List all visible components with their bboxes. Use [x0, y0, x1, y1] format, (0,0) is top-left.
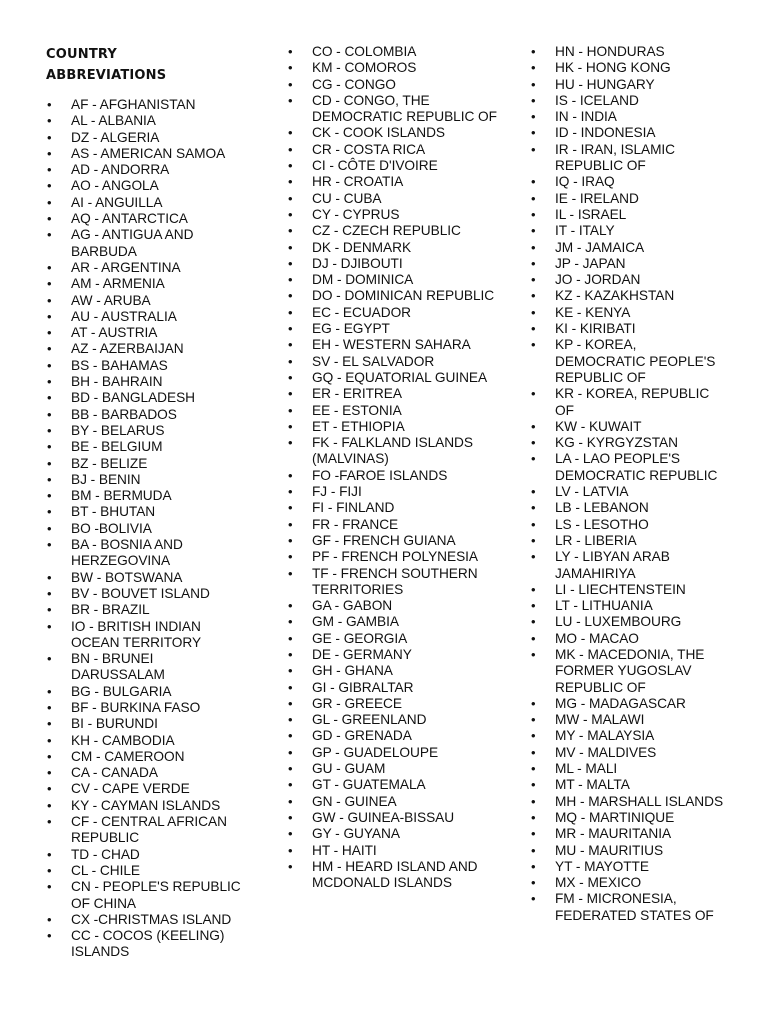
list-item: • HN - HONDURAS — [530, 44, 730, 60]
list-item: • CO - COLOMBIA — [287, 44, 497, 60]
list-item: • GD - GRENADA — [287, 728, 497, 744]
list-item: • AR - ARGENTINA — [46, 260, 246, 276]
list-item: • MH - MARSHALL ISLANDS — [530, 794, 730, 810]
list-item: • AG - ANTIGUA AND BARBUDA — [46, 227, 246, 260]
list-item: • BS - BAHAMAS — [46, 358, 246, 374]
list-item: • EH - WESTERN SAHARA — [287, 337, 497, 353]
list-item: • TD - CHAD — [46, 847, 246, 863]
list-item: • BA - BOSNIA AND HERZEGOVINA — [46, 537, 246, 570]
list-item: • GH - GHANA — [287, 663, 497, 679]
list-item: • IR - IRAN, ISLAMIC REPUBLIC OF — [530, 142, 730, 175]
list-item: • GP - GUADELOUPE — [287, 745, 497, 761]
list-item: • DE - GERMANY — [287, 647, 497, 663]
list-item: • BY - BELARUS — [46, 423, 246, 439]
list-item: • HK - HONG KONG — [530, 60, 730, 76]
list-item: • FO -FAROE ISLANDS — [287, 468, 497, 484]
list-item: • EG - EGYPT — [287, 321, 497, 337]
list-item: • MX - MEXICO — [530, 875, 730, 891]
list-item: • KI - KIRIBATI — [530, 321, 730, 337]
list-item: • KH - CAMBODIA — [46, 733, 246, 749]
country-list-3 — [530, 44, 730, 924]
list-item: • DZ - ALGERIA — [46, 130, 246, 146]
list-item: • CK - COOK ISLANDS — [287, 125, 497, 141]
list-item: • KP - KOREA, DEMOCRATIC PEOPLE'S REPUBLIC OF — [530, 337, 730, 386]
list-item: • GQ - EQUATORIAL GUINEA — [287, 370, 497, 386]
list-item: • JP - JAPAN — [530, 256, 730, 272]
list-item: • FK - FALKLAND ISLANDS (MALVINAS) — [287, 435, 497, 468]
list-item: • BO -BOLIVIA — [46, 521, 246, 537]
list-item: • YT - MAYOTTE — [530, 859, 730, 875]
list-item: • IO - BRITISH INDIAN OCEAN TERRITORY — [46, 619, 246, 652]
list-item: • LI - LIECHTENSTEIN — [530, 582, 730, 598]
list-item: • CD - CONGO, THE DEMOCRATIC REPUBLIC OF — [287, 93, 497, 126]
list-item: • GN - GUINEA — [287, 794, 497, 810]
list-item: • BM - BERMUDA — [46, 488, 246, 504]
list-item: • IL - ISRAEL — [530, 207, 730, 223]
list-item: • AW - ARUBA — [46, 293, 246, 309]
list-item: • CR - COSTA RICA — [287, 142, 497, 158]
list-item: • CA - CANADA — [46, 765, 246, 781]
list-item: • EC - ECUADOR — [287, 305, 497, 321]
list-item: • MK - MACEDONIA, THE FORMER YUGOSLAV REPUBLIC OF — [530, 647, 730, 696]
list-item: • BH - BAHRAIN — [46, 374, 246, 390]
list-item: • BV - BOUVET ISLAND — [46, 586, 246, 602]
list-item: • AQ - ANTARCTICA — [46, 211, 246, 227]
list-item: • MO - MACAO — [530, 631, 730, 647]
column-1 — [46, 44, 246, 961]
list-item: • MU - MAURITIUS — [530, 843, 730, 859]
list-item: • GR - GREECE — [287, 696, 497, 712]
list-item: • MG - MADAGASCAR — [530, 696, 730, 712]
list-item: • BF - BURKINA FASO — [46, 700, 246, 716]
list-item: • GY - GUYANA — [287, 826, 497, 842]
list-item: • AZ - AZERBAIJAN — [46, 341, 246, 357]
list-item: • IT - ITALY — [530, 223, 730, 239]
list-item: • AF - AFGHANISTAN — [46, 97, 246, 113]
list-item: • AS - AMERICAN SAMOA — [46, 146, 246, 162]
list-item: • AT - AUSTRIA — [46, 325, 246, 341]
list-item: • GW - GUINEA-BISSAU — [287, 810, 497, 826]
list-item: • GM - GAMBIA — [287, 614, 497, 630]
list-item: • BE - BELGIUM — [46, 439, 246, 455]
list-item: • LT - LITHUANIA — [530, 598, 730, 614]
list-item: • ET - ETHIOPIA — [287, 419, 497, 435]
list-item: • AL - ALBANIA — [46, 113, 246, 129]
list-item: • CC - COCOS (KEELING) ISLANDS — [46, 928, 246, 961]
list-item: • LB - LEBANON — [530, 500, 730, 516]
list-item: • CU - CUBA — [287, 191, 497, 207]
list-item: • AO - ANGOLA — [46, 178, 246, 194]
list-item: • IN - INDIA — [530, 109, 730, 125]
list-item: • BJ - BENIN — [46, 472, 246, 488]
country-list-2 — [287, 44, 497, 891]
list-item: • LA - LAO PEOPLE'S DEMOCRATIC REPUBLIC — [530, 451, 730, 484]
list-item: • BD - BANGLADESH — [46, 390, 246, 406]
list-item: • LR - LIBERIA — [530, 533, 730, 549]
list-item: • FJ - FIJI — [287, 484, 497, 500]
list-item: • KY - CAYMAN ISLANDS — [46, 798, 246, 814]
list-item: • AD - ANDORRA — [46, 162, 246, 178]
list-item: • FI - FINLAND — [287, 500, 497, 516]
list-item: • CF - CENTRAL AFRICAN REPUBLIC — [46, 814, 246, 847]
list-item: • EE - ESTONIA — [287, 403, 497, 419]
list-item: • GA - GABON — [287, 598, 497, 614]
list-item: • IE - IRELAND — [530, 191, 730, 207]
list-item: • GU - GUAM — [287, 761, 497, 777]
list-item: • BW - BOTSWANA — [46, 570, 246, 586]
list-item: • BZ - BELIZE — [46, 456, 246, 472]
list-item: • MW - MALAWI — [530, 712, 730, 728]
list-item: • CG - CONGO — [287, 77, 497, 93]
country-list-1 — [46, 97, 246, 961]
list-item: • HU - HUNGARY — [530, 77, 730, 93]
list-item: • KZ - KAZAKHSTAN — [530, 288, 730, 304]
list-item: • JO - JORDAN — [530, 272, 730, 288]
list-item: • ML - MALI — [530, 761, 730, 777]
list-item: • CM - CAMEROON — [46, 749, 246, 765]
list-item: • CI - CÔTE D'IVOIRE — [287, 158, 497, 174]
list-item: • CZ - CZECH REPUBLIC — [287, 223, 497, 239]
list-item: • KE - KENYA — [530, 305, 730, 321]
list-item: • KM - COMOROS — [287, 60, 497, 76]
list-item: • DM - DOMINICA — [287, 272, 497, 288]
list-item: • MR - MAURITANIA — [530, 826, 730, 842]
list-item: • FR - FRANCE — [287, 517, 497, 533]
list-item: • AM - ARMENIA — [46, 276, 246, 292]
list-item: • DO - DOMINICAN REPUBLIC — [287, 288, 497, 304]
list-item: • LS - LESOTHO — [530, 517, 730, 533]
list-item: • IS - ICELAND — [530, 93, 730, 109]
list-item: • KR - KOREA, REPUBLIC OF — [530, 386, 730, 419]
list-item: • PF - FRENCH POLYNESIA — [287, 549, 497, 565]
list-item: • ID - INDONESIA — [530, 125, 730, 141]
list-item: • HM - HEARD ISLAND AND MCDONALD ISLANDS — [287, 859, 497, 892]
list-item: • CY - CYPRUS — [287, 207, 497, 223]
list-item: • CL - CHILE — [46, 863, 246, 879]
column-2 — [287, 44, 497, 891]
list-item: • MY - MALAYSIA — [530, 728, 730, 744]
list-item: • LV - LATVIA — [530, 484, 730, 500]
list-item: • GT - GUATEMALA — [287, 777, 497, 793]
list-item: • DJ - DJIBOUTI — [287, 256, 497, 272]
list-item: • CV - CAPE VERDE — [46, 781, 246, 797]
list-item: • KW - KUWAIT — [530, 419, 730, 435]
list-item: • JM - JAMAICA — [530, 240, 730, 256]
list-item: • MV - MALDIVES — [530, 745, 730, 761]
list-item: • CX -CHRISTMAS ISLAND — [46, 912, 246, 928]
column-3 — [530, 44, 730, 924]
list-item: • HR - CROATIA — [287, 174, 497, 190]
list-item: • MT - MALTA — [530, 777, 730, 793]
list-item: • BG - BULGARIA — [46, 684, 246, 700]
list-item: • GI - GIBRALTAR — [287, 680, 497, 696]
list-item: • HT - HAITI — [287, 843, 497, 859]
list-item: • GL - GREENLAND — [287, 712, 497, 728]
list-item: • GF - FRENCH GUIANA — [287, 533, 497, 549]
list-item: • DK - DENMARK — [287, 240, 497, 256]
list-item: • AU - AUSTRALIA — [46, 309, 246, 325]
list-item: • IQ - IRAQ — [530, 174, 730, 190]
list-item: • CN - PEOPLE'S REPUBLIC OF CHINA — [46, 879, 246, 912]
list-item: • LU - LUXEMBOURG — [530, 614, 730, 630]
list-item: • BR - BRAZIL — [46, 602, 246, 618]
list-item: • BB - BARBADOS — [46, 407, 246, 423]
list-item: • BT - BHUTAN — [46, 504, 246, 520]
list-item: • FM - MICRONESIA, FEDERATED STATES OF — [530, 891, 730, 924]
list-item: • TF - FRENCH SOUTHERN TERRITORIES — [287, 566, 497, 599]
page-title: COUNTRY ABBREVIATIONS — [46, 47, 167, 83]
list-item: • ER - ERITREA — [287, 386, 497, 402]
list-item: • KG - KYRGYZSTAN — [530, 435, 730, 451]
list-item: • SV - EL SALVADOR — [287, 354, 497, 370]
list-item: • AI - ANGUILLA — [46, 195, 246, 211]
list-item: • LY - LIBYAN ARAB JAMAHIRIYA — [530, 549, 730, 582]
list-item: • BI - BURUNDI — [46, 716, 246, 732]
list-item: • MQ - MARTINIQUE — [530, 810, 730, 826]
list-item: • BN - BRUNEI DARUSSALAM — [46, 651, 246, 684]
list-item: • GE - GEORGIA — [287, 631, 497, 647]
